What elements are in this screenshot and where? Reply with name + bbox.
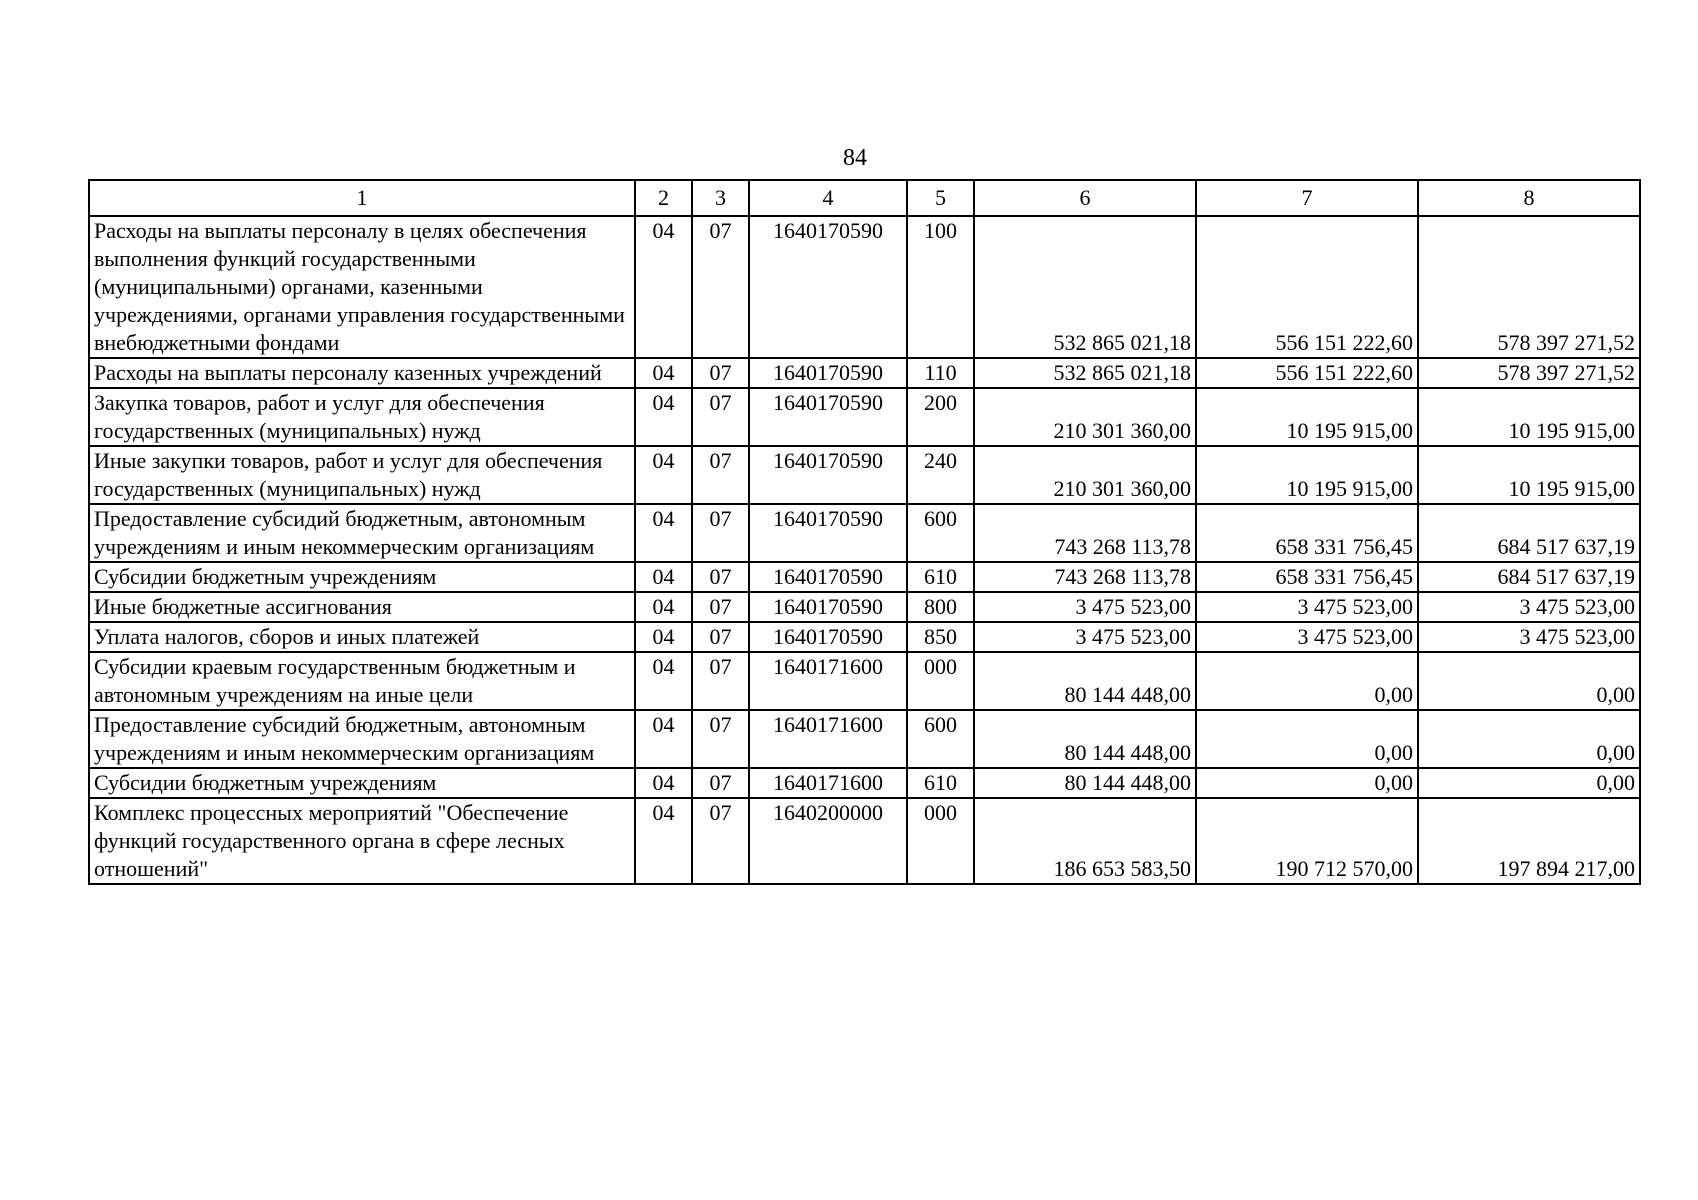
amount-col7-cell: 3 475 523,00 (1196, 592, 1418, 622)
table-row (89, 710, 1640, 768)
target-article-cell: 1640170590 (749, 592, 907, 622)
subsection-code-cell: 07 (692, 710, 749, 768)
amount-col7-cell: 0,00 (1196, 768, 1418, 798)
amount-col8-cell: 0,00 (1418, 652, 1640, 710)
expense-name-cell: Комплекс процессных мероприятий "Обеспечение функций государственного органа в сфере лесных отношений" (89, 798, 635, 884)
expense-type-cell: 610 (907, 768, 974, 798)
target-article-cell: 1640170590 (749, 622, 907, 652)
section-code-cell: 04 (635, 622, 692, 652)
amount-col6-cell: 80 144 448,00 (974, 652, 1196, 710)
expense-type-cell: 200 (907, 388, 974, 446)
header-cell: 3 (692, 180, 749, 216)
amount-col7-cell: 658 331 756,45 (1196, 562, 1418, 592)
amount-col8-cell: 578 397 271,52 (1418, 216, 1640, 358)
expense-name-cell: Субсидии краевым государственным бюджетным и автономным учреждениям на иные цели (89, 652, 635, 710)
target-article-cell: 1640170590 (749, 216, 907, 358)
amount-col7-cell: 10 195 915,00 (1196, 388, 1418, 446)
amount-col7-cell: 10 195 915,00 (1196, 446, 1418, 504)
subsection-code-cell: 07 (692, 504, 749, 562)
table-row (89, 768, 1640, 798)
target-article-cell: 1640171600 (749, 652, 907, 710)
target-article-cell: 1640170590 (749, 504, 907, 562)
expense-type-cell: 600 (907, 710, 974, 768)
section-code-cell: 04 (635, 798, 692, 884)
header-cell: 5 (907, 180, 974, 216)
amount-col8-cell: 0,00 (1418, 710, 1640, 768)
table-row (89, 652, 1640, 710)
target-article-cell: 1640170590 (749, 388, 907, 446)
target-article-cell: 1640170590 (749, 358, 907, 388)
expense-type-cell: 000 (907, 652, 974, 710)
subsection-code-cell: 07 (692, 652, 749, 710)
expense-type-cell: 610 (907, 562, 974, 592)
subsection-code-cell: 07 (692, 798, 749, 884)
amount-col6-cell: 3 475 523,00 (974, 622, 1196, 652)
table-row (89, 446, 1640, 504)
header-row (89, 180, 1640, 216)
amount-col8-cell: 0,00 (1418, 768, 1640, 798)
expense-type-cell: 100 (907, 216, 974, 358)
expense-type-cell: 240 (907, 446, 974, 504)
amount-col8-cell: 684 517 637,19 (1418, 504, 1640, 562)
target-article-cell: 1640171600 (749, 768, 907, 798)
expense-name-cell: Расходы на выплаты персоналу казенных учреждений (89, 358, 635, 388)
table-row (89, 388, 1640, 446)
amount-col6-cell: 80 144 448,00 (974, 768, 1196, 798)
amount-col7-cell: 3 475 523,00 (1196, 622, 1418, 652)
amount-col6-cell: 743 268 113,78 (974, 504, 1196, 562)
header-cell: 6 (974, 180, 1196, 216)
expense-type-cell: 110 (907, 358, 974, 388)
table-row (89, 504, 1640, 562)
amount-col6-cell: 532 865 021,18 (974, 358, 1196, 388)
amount-col8-cell: 684 517 637,19 (1418, 562, 1640, 592)
subsection-code-cell: 07 (692, 592, 749, 622)
header-cell: 2 (635, 180, 692, 216)
expense-name-cell: Расходы на выплаты персоналу в целях обеспечения выполнения функций государственными (муниципальными) органами, казенными учреждениями, органами управления государственными внебюджетными фондами (89, 216, 635, 358)
expense-name-cell: Закупка товаров, работ и услуг для обеспечения государственных (муниципальных) нужд (89, 388, 635, 446)
amount-col7-cell: 556 151 222,60 (1196, 358, 1418, 388)
amount-col7-cell: 190 712 570,00 (1196, 798, 1418, 884)
amount-col6-cell: 186 653 583,50 (974, 798, 1196, 884)
amount-col8-cell: 10 195 915,00 (1418, 388, 1640, 446)
section-code-cell: 04 (635, 446, 692, 504)
header-cell: 4 (749, 180, 907, 216)
table-row (89, 592, 1640, 622)
target-article-cell: 1640170590 (749, 562, 907, 592)
header-cell: 8 (1418, 180, 1640, 216)
section-code-cell: 04 (635, 768, 692, 798)
target-article-cell: 1640171600 (749, 710, 907, 768)
amount-col8-cell: 578 397 271,52 (1418, 358, 1640, 388)
expense-name-cell: Субсидии бюджетным учреждениям (89, 768, 635, 798)
subsection-code-cell: 07 (692, 446, 749, 504)
amount-col7-cell: 0,00 (1196, 652, 1418, 710)
amount-col8-cell: 3 475 523,00 (1418, 592, 1640, 622)
expense-name-cell: Субсидии бюджетным учреждениям (89, 562, 635, 592)
target-article-cell: 1640200000 (749, 798, 907, 884)
subsection-code-cell: 07 (692, 358, 749, 388)
header-cell: 1 (89, 180, 635, 216)
header-cell: 7 (1196, 180, 1418, 216)
amount-col7-cell: 658 331 756,45 (1196, 504, 1418, 562)
subsection-code-cell: 07 (692, 622, 749, 652)
table-row (89, 622, 1640, 652)
expense-name-cell: Иные закупки товаров, работ и услуг для обеспечения государственных (муниципальных) нужд (89, 446, 635, 504)
amount-col6-cell: 210 301 360,00 (974, 446, 1196, 504)
subsection-code-cell: 07 (692, 216, 749, 358)
expense-type-cell: 600 (907, 504, 974, 562)
expense-type-cell: 800 (907, 592, 974, 622)
expense-name-cell: Уплата налогов, сборов и иных платежей (89, 622, 635, 652)
amount-col8-cell: 197 894 217,00 (1418, 798, 1640, 884)
page-number: 84 (843, 145, 867, 171)
amount-col6-cell: 743 268 113,78 (974, 562, 1196, 592)
expense-type-cell: 000 (907, 798, 974, 884)
section-code-cell: 04 (635, 216, 692, 358)
amount-col8-cell: 3 475 523,00 (1418, 622, 1640, 652)
amount-col7-cell: 0,00 (1196, 710, 1418, 768)
subsection-code-cell: 07 (692, 562, 749, 592)
target-article-cell: 1640170590 (749, 446, 907, 504)
expense-name-cell: Предоставление субсидий бюджетным, автономным учреждениям и иным некоммерческим организациям (89, 710, 635, 768)
subsection-code-cell: 07 (692, 768, 749, 798)
subsection-code-cell: 07 (692, 388, 749, 446)
expense-name-cell: Предоставление субсидий бюджетным, автономным учреждениям и иным некоммерческим организациям (89, 504, 635, 562)
section-code-cell: 04 (635, 504, 692, 562)
budget-table (88, 179, 1641, 885)
table-row (89, 216, 1640, 358)
amount-col8-cell: 10 195 915,00 (1418, 446, 1640, 504)
table-row (89, 358, 1640, 388)
section-code-cell: 04 (635, 652, 692, 710)
amount-col7-cell: 556 151 222,60 (1196, 216, 1418, 358)
section-code-cell: 04 (635, 710, 692, 768)
section-code-cell: 04 (635, 388, 692, 446)
table-row (89, 798, 1640, 884)
expense-name-cell: Иные бюджетные ассигнования (89, 592, 635, 622)
amount-col6-cell: 80 144 448,00 (974, 710, 1196, 768)
section-code-cell: 04 (635, 358, 692, 388)
section-code-cell: 04 (635, 562, 692, 592)
amount-col6-cell: 210 301 360,00 (974, 388, 1196, 446)
table-row (89, 562, 1640, 592)
expense-type-cell: 850 (907, 622, 974, 652)
amount-col6-cell: 532 865 021,18 (974, 216, 1196, 358)
section-code-cell: 04 (635, 592, 692, 622)
amount-col6-cell: 3 475 523,00 (974, 592, 1196, 622)
